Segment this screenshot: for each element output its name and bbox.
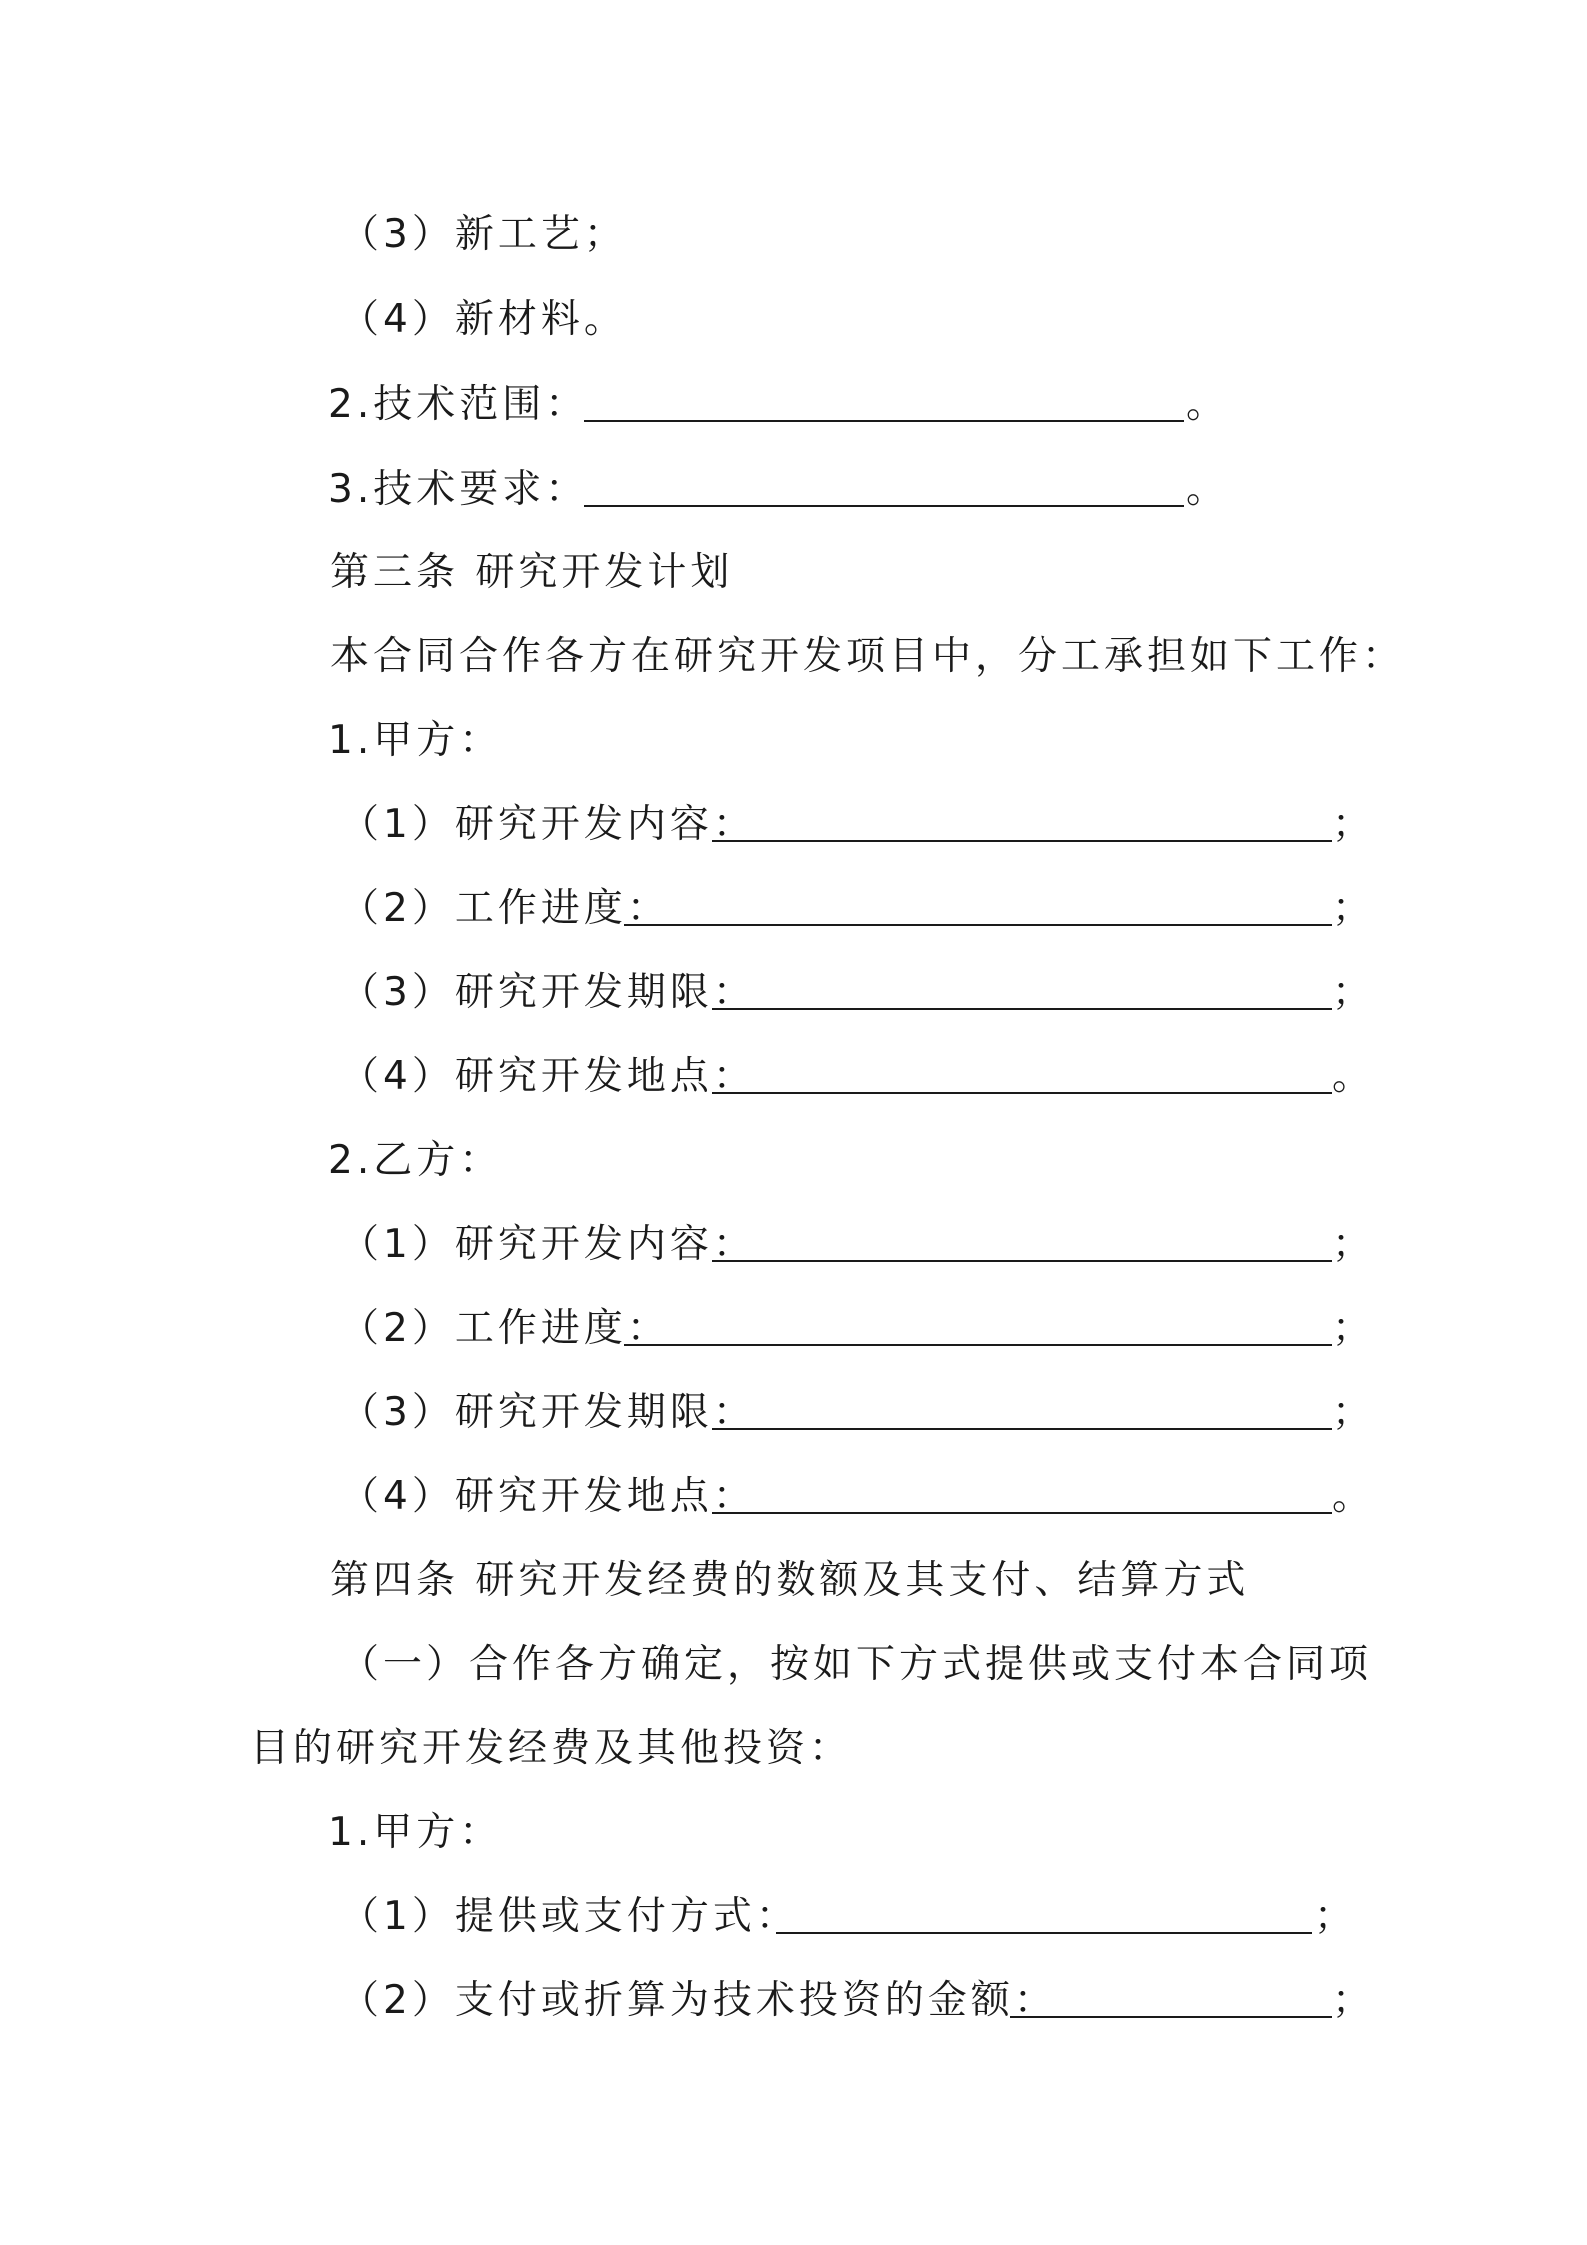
paragraph-text: 目的研究开发经费及其他投资： bbox=[250, 1726, 853, 1771]
fill-in-blank[interactable] bbox=[712, 1512, 1332, 1514]
paragraph-text: 本合同合作各方在研究开发项目中，分工承担如下工作： bbox=[330, 634, 1406, 679]
fill-in-blank[interactable] bbox=[712, 1008, 1332, 1010]
field-label: （3）研究开发期限： bbox=[340, 970, 756, 1015]
field-label: 2.技术范围： bbox=[328, 382, 589, 427]
fill-in-blank[interactable] bbox=[1010, 2016, 1332, 2018]
fill-in-blank[interactable] bbox=[712, 840, 1332, 842]
field-label: （2）工作进度： bbox=[340, 886, 670, 931]
field-label: （3）研究开发期限： bbox=[340, 1390, 756, 1435]
field-label: （2）支付或折算为技术投资的金额： bbox=[340, 1978, 1057, 2023]
field-label: 3.技术要求： bbox=[328, 467, 589, 512]
line-end-punctuation: ； bbox=[1332, 886, 1372, 931]
fill-in-blank[interactable] bbox=[624, 924, 1332, 926]
line-end-punctuation: ； bbox=[1332, 1978, 1372, 2023]
list-item: （3）新工艺； bbox=[340, 212, 627, 257]
fill-in-blank[interactable] bbox=[712, 1092, 1332, 1094]
list-item: （4）新材料。 bbox=[340, 297, 627, 342]
line-end-punctuation: 。 bbox=[1186, 467, 1226, 512]
fill-in-blank[interactable] bbox=[776, 1932, 1312, 1934]
party-heading: 1.甲方： bbox=[328, 718, 503, 763]
field-label: （2）工作进度： bbox=[340, 1306, 670, 1351]
line-end-punctuation: ； bbox=[1332, 1390, 1372, 1435]
fill-in-blank[interactable] bbox=[624, 1344, 1332, 1346]
line-end-punctuation: ； bbox=[1332, 970, 1372, 1015]
party-heading: 2.乙方： bbox=[328, 1138, 503, 1183]
field-label: （1）研究开发内容： bbox=[340, 1222, 756, 1267]
line-end-punctuation: 。 bbox=[1332, 1474, 1372, 1519]
line-end-punctuation: ； bbox=[1332, 1222, 1372, 1267]
line-end-punctuation: ； bbox=[1314, 1894, 1354, 1939]
line-end-punctuation: 。 bbox=[1332, 1054, 1372, 1099]
field-label: （4）研究开发地点： bbox=[340, 1474, 756, 1519]
paragraph-text: （一）合作各方确定，按如下方式提供或支付本合同项 bbox=[340, 1642, 1373, 1687]
fill-in-blank[interactable] bbox=[712, 1260, 1332, 1262]
fill-in-blank[interactable] bbox=[712, 1428, 1332, 1430]
section-heading: 第四条 研究开发经费的数额及其支付、结算方式 bbox=[330, 1558, 1250, 1603]
line-end-punctuation: ； bbox=[1332, 1306, 1372, 1351]
field-label: （1）研究开发内容： bbox=[340, 802, 756, 847]
section-heading: 第三条 研究开发计划 bbox=[330, 550, 734, 595]
field-label: （1）提供或支付方式： bbox=[340, 1894, 799, 1939]
line-end-punctuation: 。 bbox=[1186, 382, 1226, 427]
field-label: （4）研究开发地点： bbox=[340, 1054, 756, 1099]
fill-in-blank[interactable] bbox=[584, 420, 1184, 422]
line-end-punctuation: ； bbox=[1332, 802, 1372, 847]
fill-in-blank[interactable] bbox=[584, 505, 1184, 507]
party-heading: 1.甲方： bbox=[328, 1810, 503, 1855]
